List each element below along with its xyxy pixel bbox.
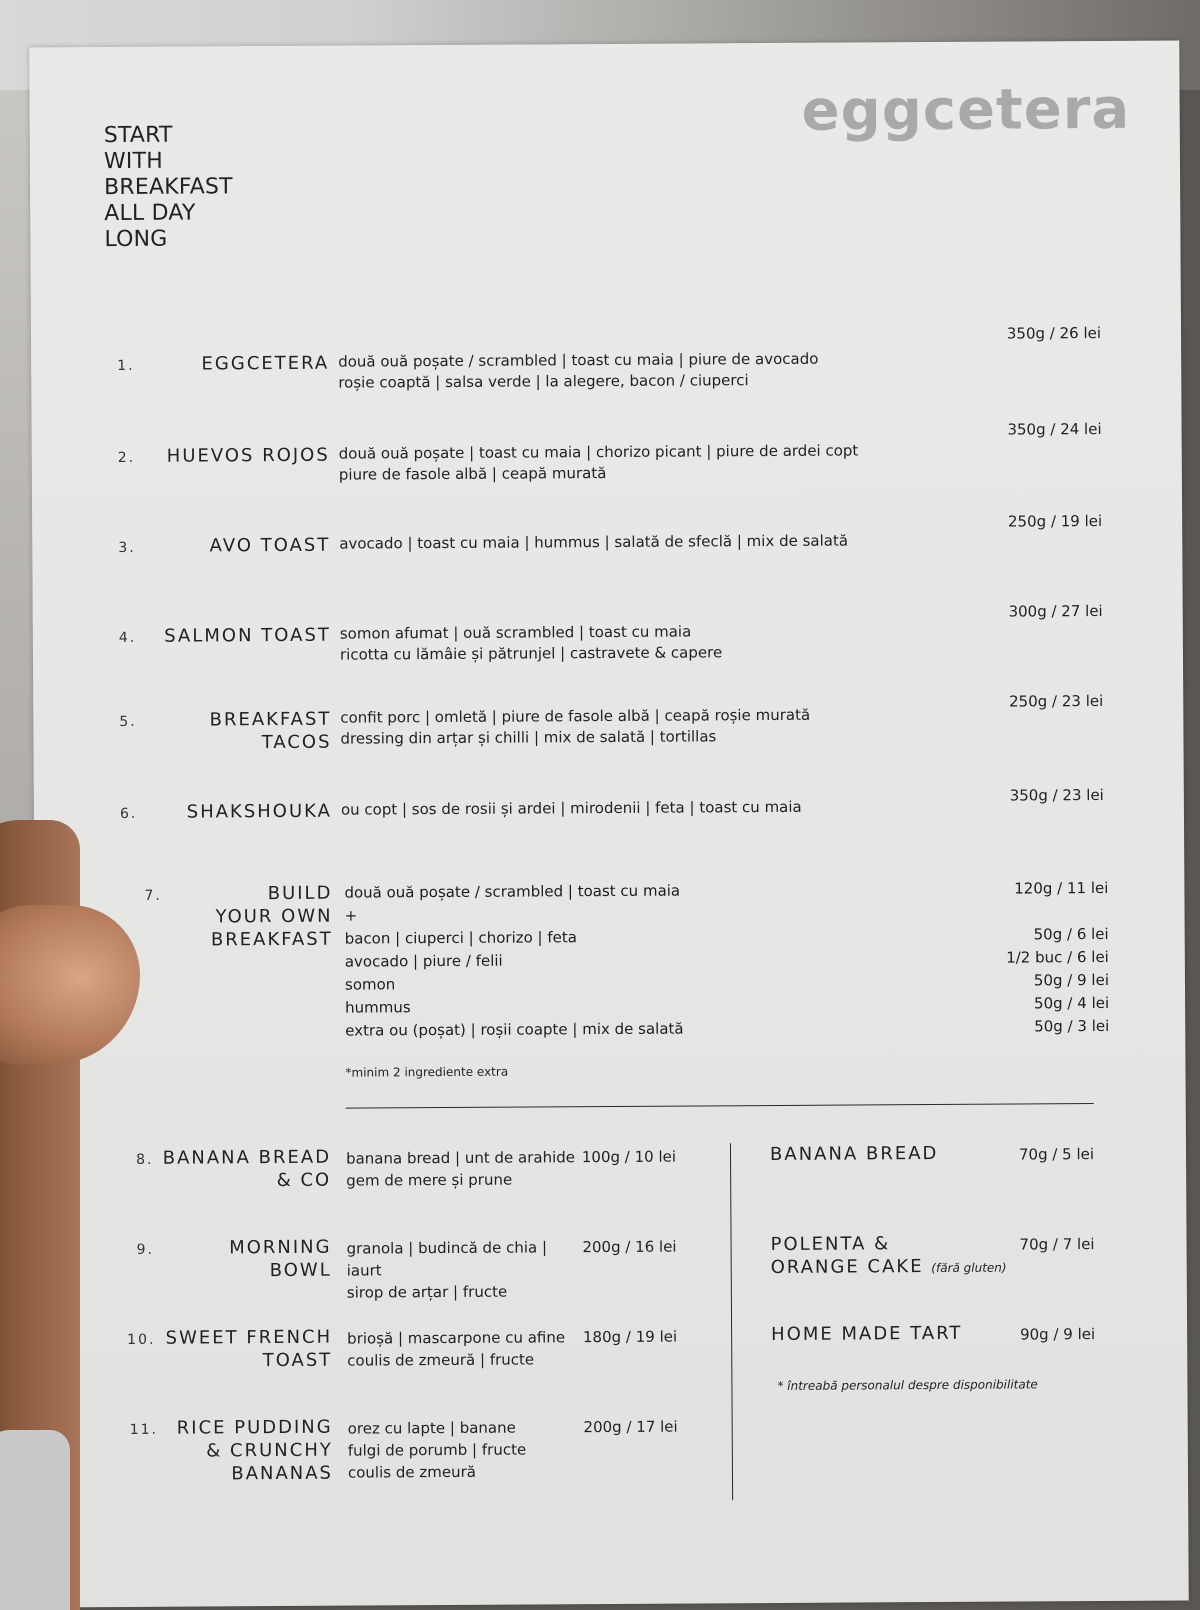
item-name-line: BOWL (269, 1259, 332, 1282)
build-line-price: 1/2 buc / 6 lei (1006, 947, 1109, 967)
description-line: fulgi de porumb | fructe (347, 1440, 527, 1460)
item-name (131, 708, 331, 755)
item-price: 350g / 24 lei (1007, 419, 1102, 439)
item-price: 300g / 27 lei (1008, 601, 1103, 621)
cake-price: 70g / 5 lei (1018, 1145, 1095, 1164)
description-line: dressing din arțar și chilli | mix de salată | tortillas (340, 727, 717, 748)
menu-item (34, 785, 1184, 823)
item-name-line: YOUR OWN (215, 905, 333, 928)
item-number: 2. (117, 449, 136, 466)
description-line: ou copt | sos de rosii și ardei | mirodenii | feta | toast cu maia (340, 797, 802, 819)
description-line: granola | budincă de chia | iaurt (346, 1238, 548, 1280)
menu-sheet (29, 41, 1189, 1608)
description-line: coulis de zmeură | fructe (347, 1350, 535, 1370)
item-description (340, 704, 960, 750)
item-price: 180g / 19 lei (582, 1327, 678, 1347)
cake-name (770, 1142, 1010, 1166)
item-name-line: BANANAS (231, 1462, 334, 1485)
cake-name-line: HOME MADE TART (771, 1322, 963, 1346)
item-name-line: SWEET FRENCH (165, 1326, 333, 1349)
tagline-line: ALL DAY (104, 200, 196, 227)
item-description (340, 620, 960, 666)
description-line: banana bread | unt de arahide (345, 1148, 576, 1168)
availability-note: * întreabă personalul despre disponibilitate (777, 1377, 1038, 1393)
item-name-line: RICE PUDDING (176, 1416, 333, 1439)
cake-name-text: ORANGE CAKE (770, 1256, 924, 1279)
item-name: AVO TOAST (209, 534, 331, 557)
item-description (338, 348, 958, 394)
item-name: SHAKSHOUKA (186, 800, 332, 823)
item-price: 250g / 19 lei (1007, 511, 1103, 531)
description-line: gem de mere și prune (346, 1170, 513, 1190)
description-line: coulis de zmeură (347, 1462, 476, 1482)
item-number: 9. (136, 1241, 155, 1258)
cake-name (771, 1322, 1011, 1346)
tagline-line: WITH (103, 148, 164, 175)
item-description (339, 440, 959, 486)
cake-price: 90g / 9 lei (1019, 1325, 1096, 1344)
item-name-line: BREAKFAST (209, 708, 332, 731)
menu-item (32, 511, 1182, 557)
item-name (132, 1326, 332, 1373)
cake-name-line: BANANA BREAD (769, 1142, 939, 1166)
item-price: 200g / 17 lei (583, 1417, 678, 1437)
tagline-line: BREAKFAST (104, 174, 233, 201)
item-name: HUEVOS ROJOS (166, 444, 330, 467)
item-description (346, 1146, 586, 1191)
build-line-price: 50g / 6 lei (1033, 924, 1109, 944)
build-line-price: 50g / 3 lei (1034, 1016, 1110, 1036)
item-description (339, 530, 959, 555)
item-price: 350g / 23 lei (1009, 785, 1104, 805)
section-divider (346, 1103, 1094, 1109)
description-line: ricotta cu lămâie și pătrunjel | castravete & capere (339, 643, 723, 664)
item-number: 7. (144, 887, 162, 904)
item-name-line: & CRUNCHY (206, 1439, 333, 1462)
description-line: orez cu lapte | banane (347, 1418, 516, 1438)
menu-item (31, 323, 1181, 392)
build-line-description: două ouă poșate / scrambled | toast cu maia (344, 881, 681, 902)
item-name-line: TOAST (262, 1349, 333, 1372)
item-name-line: BANANA BREAD (162, 1146, 332, 1169)
description-line: roșie coaptă | salsa verde | la alegere, bacon / ciuperci (338, 371, 749, 392)
build-line-description: somon (344, 975, 396, 994)
tagline-line: START (103, 122, 173, 149)
item-description (347, 1236, 587, 1303)
item-number: 1. (117, 357, 135, 374)
menu-item (32, 419, 1182, 484)
build-line-description: extra ou (poșat) | roșii coapte | mix de salată (345, 1019, 684, 1040)
item-description (341, 796, 961, 821)
item-price: 200g / 16 lei (582, 1237, 677, 1257)
item-name-line: TACOS (261, 731, 332, 754)
menu-item (38, 1412, 1188, 1485)
menu-item (33, 601, 1183, 664)
build-your-own-section (34, 874, 1184, 1080)
item-name-line: MORNING (229, 1236, 332, 1259)
menu-item (33, 691, 1183, 754)
build-line-description: bacon | ciuperci | chorizo | feta (344, 928, 577, 948)
cake-price: 70g / 7 lei (1019, 1235, 1095, 1254)
item-number: 10. (127, 1331, 156, 1348)
item-price: 350g / 26 lei (1006, 323, 1102, 343)
description-line: două ouă poșate / scrambled | toast cu maia | piure de avocado (338, 349, 819, 371)
tagline-line: LONG (104, 226, 168, 253)
description-line: piure de fasole albă | ceapă murată (338, 464, 607, 484)
item-name-line: BREAKFAST (210, 928, 333, 951)
cake-name-line (771, 1254, 1051, 1281)
build-line-price: 120g / 11 lei (1014, 878, 1109, 898)
item-number: 8. (135, 1151, 154, 1168)
build-line-price: 50g / 9 lei (1033, 970, 1110, 990)
item-name (132, 1236, 332, 1283)
item-name-line: & CO (276, 1169, 332, 1192)
item-description (348, 1416, 588, 1483)
build-line-description: avocado | piure / felii (344, 951, 503, 971)
cake-name-line: POLENTA & (770, 1233, 891, 1256)
description-line: brioșă | mascarpone cu afine (347, 1328, 566, 1348)
item-number: 3. (118, 539, 136, 556)
tagline (104, 122, 233, 253)
item-name (133, 1416, 333, 1486)
item-number: 4. (118, 629, 137, 646)
item-name (131, 1146, 331, 1193)
item-name: EGGCETERA (201, 352, 330, 375)
item-number: 11. (129, 1421, 159, 1438)
description-line: avocado | toast cu maia | hummus | salată de sfeclă | mix de salată (339, 531, 849, 553)
item-price: 100g / 10 lei (581, 1147, 677, 1167)
description-line: sirop de arțar | fructe (346, 1282, 508, 1302)
brand-logo: eggcetera (801, 76, 1131, 144)
build-line-description: + (344, 906, 358, 925)
gluten-free-note: (fără gluten) (931, 1260, 1007, 1276)
build-line-description: hummus (345, 998, 411, 1017)
item-name: SALMON TOAST (164, 624, 331, 647)
description-line: două ouă poșate | toast cu maia | chorizo picant | piure de ardei copt (338, 441, 859, 463)
item-number: 5. (119, 713, 137, 730)
item-name-line: BUILD (267, 882, 333, 905)
description-line: somon afumat | ouă scrambled | toast cu maia (339, 622, 692, 643)
description-line: confit porc | omletă | piure de fasole albă | ceapă roșie murată (340, 705, 811, 727)
item-number: 6. (119, 805, 138, 822)
column-divider (730, 1143, 733, 1500)
sleeve (0, 1430, 70, 1610)
item-price: 250g / 23 lei (1009, 691, 1104, 711)
build-note: *minim 2 ingrediente extra (345, 1064, 509, 1080)
build-line-price: 50g / 4 lei (1033, 993, 1110, 1013)
item-description (347, 1326, 587, 1371)
